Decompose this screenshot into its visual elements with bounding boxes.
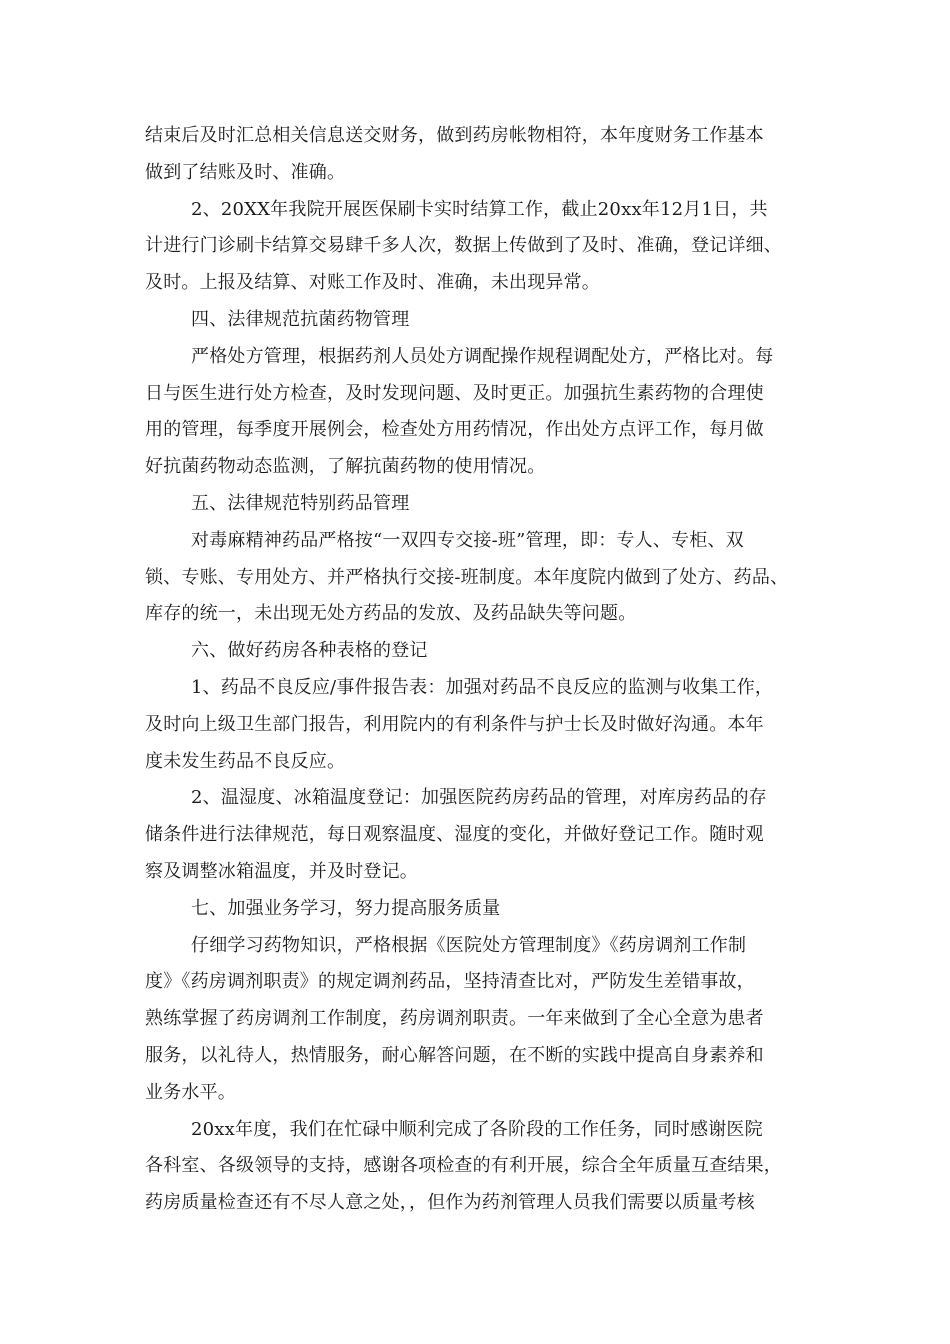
text-line: 药房质量检查还有不尽人意之处，，但作为药剂管理人员我们需要以质量考核 [145,1192,755,1214]
text-line: 熟练掌握了药房调剂工作制度，药房调剂职责。一年来做到了全心全意为患者 [145,1008,764,1030]
text-line: 各科室、各级领导的支持，感谢各项检查的有利开展，综合全年质量互查结果， [145,1155,782,1177]
text-line: 1、药品不良反应/事件报告表：加强对药品不良反应的监测与收集工作， [191,676,774,698]
text-line: 五、法律规范特别药品管理 [191,492,410,514]
text-line: 度》《药房调剂职责》的规定调剂药品，坚持清查比对，严防发生差错事故， [145,971,755,993]
text-line: 好抗菌药物动态监测，了解抗菌药物的使用情况。 [145,456,546,478]
text-line: 六、做好药房各种表格的登记 [191,640,428,662]
text-line: 锁、专账、专用处方、并严格执行交接-班制度。本年度院内做到了处方、药品、 [145,566,789,588]
text-line: 储条件进行法律规范，每日观察温度、湿度的变化，并做好登记工作。随时观 [145,824,764,846]
document-body [145,118,835,1222]
text-line: 四、法律规范抗菌药物管理 [191,308,410,330]
text-line: 及时。上报及结算、对账工作及时、准确，未出现异常。 [145,272,600,294]
text-line: 服务，以礼待人，热情服务，耐心解答问题，在不断的实践中提高自身素养和 [145,1044,764,1066]
text-line: 库存的统一，未出现无处方药品的发放、及药品缺失等问题。 [145,603,637,625]
text-line: 七、加强业务学习，努力提高服务质量 [191,897,501,919]
text-line: 仔细学习药物知识，严格根据《医院处方管理制度》《药房调剂工作制 [191,934,747,956]
text-line: 2、温湿度、冰箱温度登记：加强医院药房药品的管理，对库房药品的存 [191,787,767,809]
text-line: 对毒麻精神药品严格按“一双四专交接-班”管理，即：专人、专柜、双 [191,529,744,551]
text-line: 业务水平。 [145,1081,236,1103]
text-line: 2、20XX年我院开展医保刷卡实时结算工作，截止20xx年12月1日，共 [191,198,768,220]
text-line: 严格处方管理，根据药剂人员处方调配操作规程调配处方，严格比对。每 [191,345,774,367]
text-line: 及时向上级卫生部门报告，利用院内的有利条件与护士长及时做好沟通。本年 [145,713,764,735]
text-line: 度未发生药品不良反应。 [145,750,346,772]
text-line: 20xx年度，我们在忙碌中顺利完成了各阶段的工作任务，同时感谢医院 [191,1118,763,1140]
text-line: 计进行门诊刷卡结算交易肆千多人次，数据上传做到了及时、准确，登记详细、 [145,235,782,257]
text-line: 结束后及时汇总相关信息送交财务，做到药房帐物相符，本年度财务工作基本 [145,125,764,146]
text-line: 做到了结账及时、准确。 [145,161,346,183]
text-line: 用的管理，每季度开展例会，检查处方用药情况，作出处方点评工作，每月做 [145,419,764,441]
text-line: 察及调整冰箱温度，并及时登记。 [145,860,418,882]
text-line: 日与医生进行处方检查，及时发现问题、及时更正。加强抗生素药物的合理使 [145,382,764,404]
